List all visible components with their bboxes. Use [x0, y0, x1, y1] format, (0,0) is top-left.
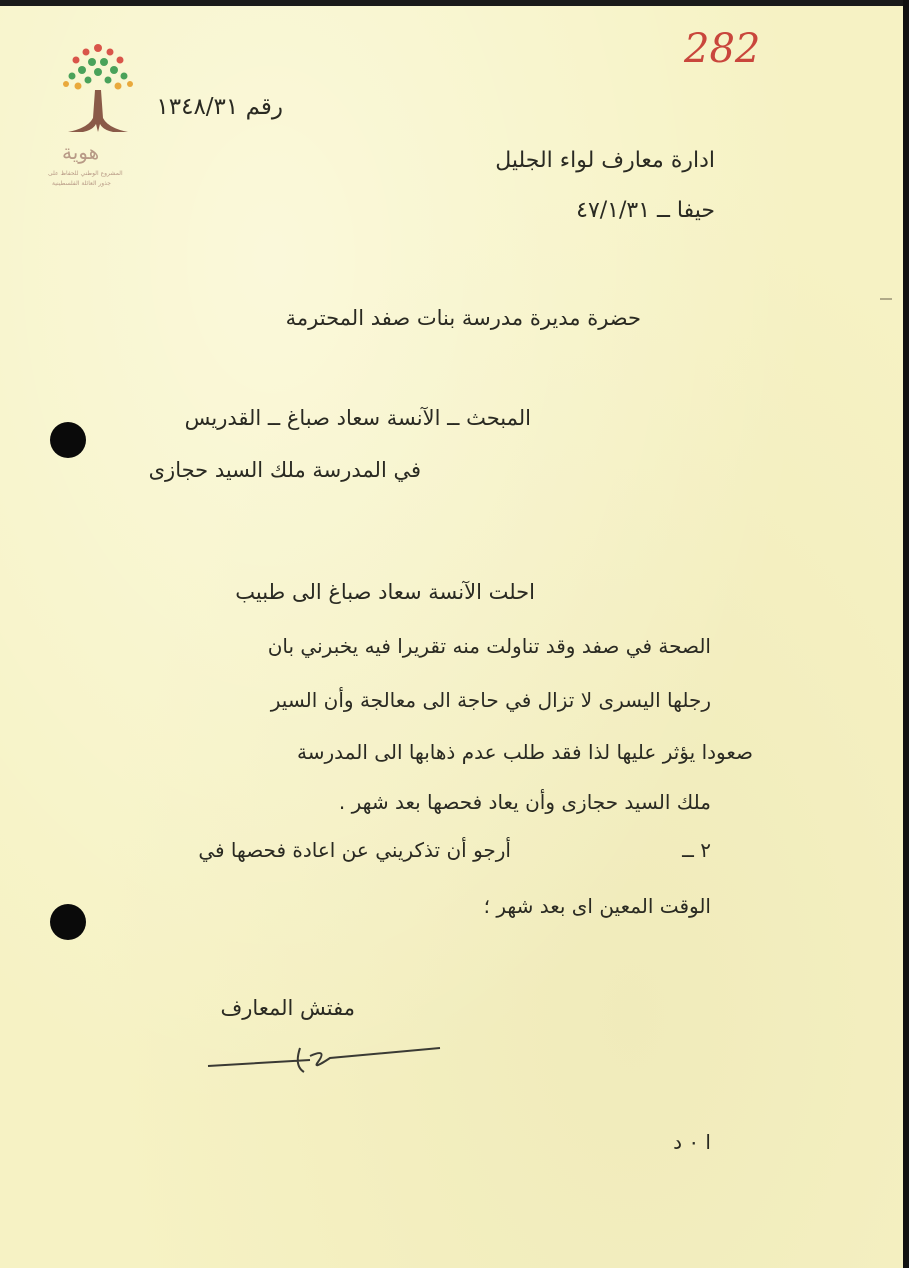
item-2-line-1: أرجو أن تذكريني عن اعادة فحصها في: [198, 838, 511, 862]
item-2-line-2: الوقت المعين اى بعد شهر ؛: [483, 894, 711, 918]
scan-edge: [903, 0, 909, 1268]
punch-hole-top: [50, 422, 86, 458]
logo-subtitle-1: المشروع الوطني للحفاظ على: [48, 170, 123, 177]
signature-title: مفتش المعارف: [220, 996, 355, 1020]
body-line-2: الصحة في صفد وقد تناولت منه تقريرا فيه يخبرني بان: [267, 634, 711, 658]
body-line-1: احلت الآنسة سعاد صباغ الى طبيب: [235, 580, 535, 604]
logo-subtitle-2: جذور العائلة الفلسطينية: [52, 180, 111, 187]
margin-mark: [880, 298, 892, 300]
body-line-5: ملك السيد حجازى وأن يعاد فحصها بعد شهر .: [338, 790, 711, 814]
addressee: حضرة مديرة مدرسة بنات صفد المحترمة: [285, 306, 641, 330]
subject-line-2: في المدرسة ملك السيد حجازى: [148, 458, 421, 482]
reference-number: رقم ١٣٤٨/٣١: [156, 94, 283, 120]
page-mark: 282: [684, 26, 761, 72]
place-date: حيفا ــ ٤٧/١/٣١: [576, 198, 715, 223]
item-2-number: ٢ ــ: [682, 838, 711, 862]
signature-scribble: [200, 1026, 450, 1086]
body-line-3: رجلها اليسرى لا تزال في حاجة الى معالجة وأن السير: [270, 688, 711, 712]
initials: ا ٠ د: [673, 1130, 711, 1154]
issuer: ادارة معارف لواء الجليل: [495, 148, 715, 173]
punch-hole-bottom: [50, 904, 86, 940]
body-line-4: صعودا يؤثر عليها لذا فقد طلب عدم ذهابها الى المدرسة: [297, 740, 753, 764]
logo-name: هوية: [62, 140, 100, 164]
subject-line-1: المبحث ــ الآنسة سعاد صباغ ــ القدريس: [184, 406, 531, 430]
document-page: [0, 6, 903, 1268]
